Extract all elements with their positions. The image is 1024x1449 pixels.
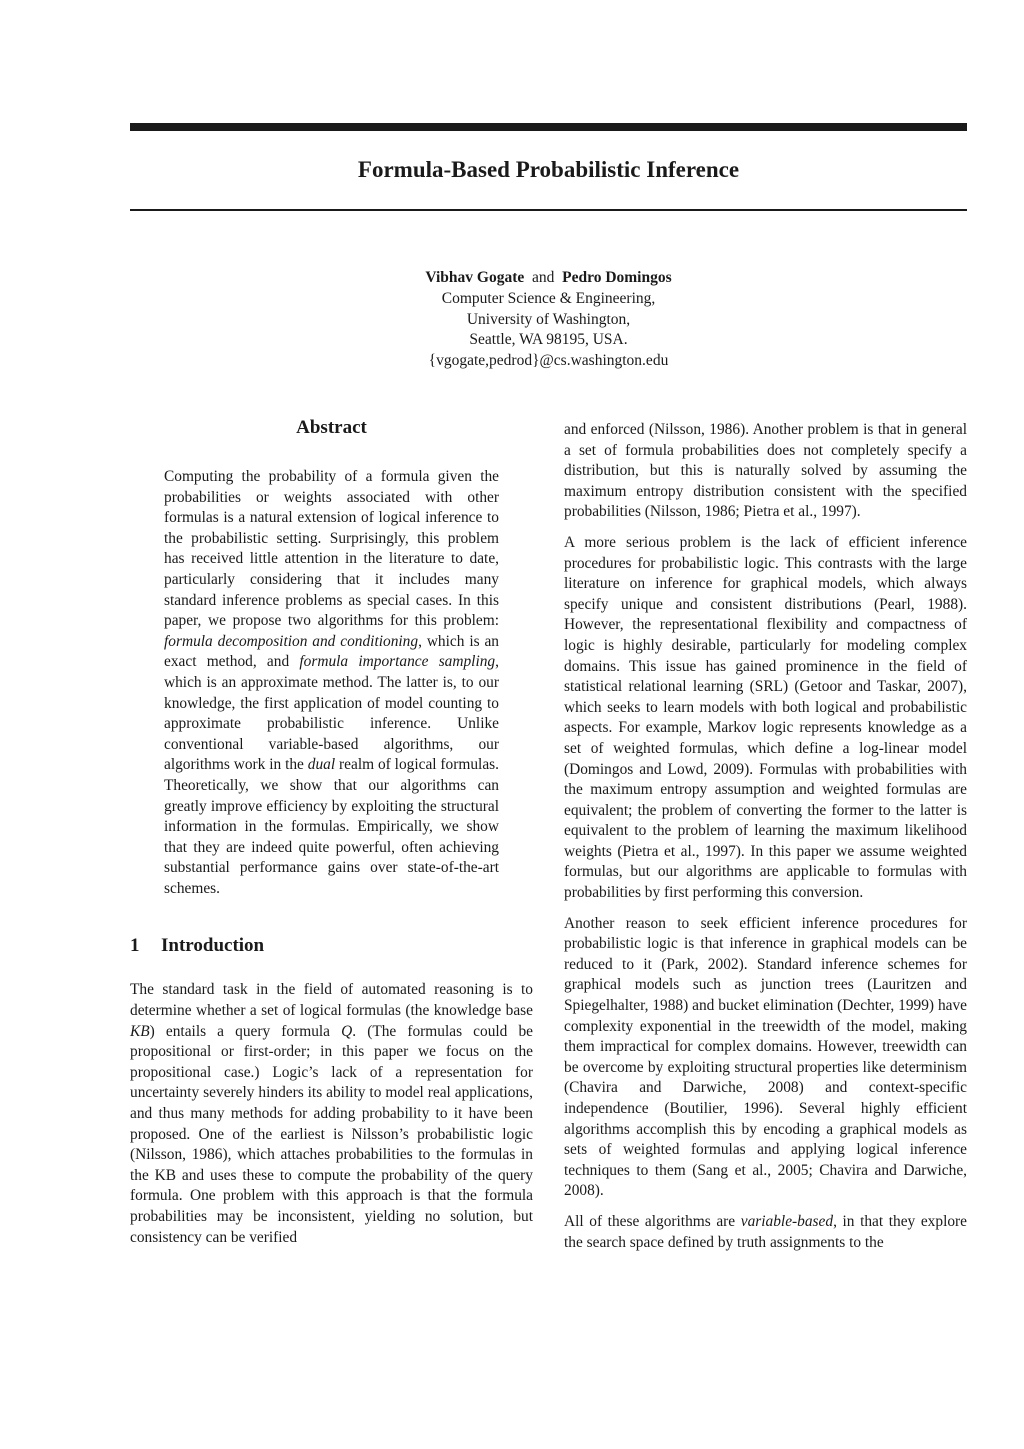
author-name: Pedro Domingos [562, 269, 672, 286]
paper-title: Formula-Based Probabilistic Inference [357, 157, 740, 182]
left-column [130, 414, 533, 1248]
section-heading-introduction [130, 932, 533, 960]
author-name: Vibhav Gogate [425, 269, 525, 286]
body-paragraph: All of these algorithms are variable-based, in that they explore the search space defined by truth assignments to the [564, 1212, 968, 1251]
author-email: {vgogate,pedrod}@cs.washington.edu [428, 352, 669, 370]
author-line [130, 268, 967, 289]
introduction-paragraph: The standard task in the field of automated reasoning is to determine whether a set of logical formulas (the knowledge base KB) entails a query formula Q. (The formulas could be propositional or first-order; in this paper we focus on the propositional case.) Logic’s lack of a representation for uncertainty severely hinders its ability to model real applications, and thus many methods for adding probability to it have been proposed. One of the earliest is Nilsson’s probabilistic logic (Nilsson, 1986), which attaches probabilities to the formulas in the KB and uses these to compute the probability of the query formula. One problem with this approach is that the formula probabilities may be inconsistent, yielding no solution, but consistency can be verified [130, 981, 533, 1246]
affiliation-line: Seattle, WA 98195, USA. [469, 331, 628, 349]
math-q: Q [341, 1022, 353, 1040]
author-block [130, 268, 967, 372]
author-connector: and [531, 269, 555, 286]
section-number: 1 [130, 935, 140, 957]
body-paragraph: A more serious problem is the lack of efficient inference procedures for probabilistic logic. This contrasts with the large literature on inference for graphical models, which always specify unique and consistent distributions (Pearl, 1988). However, the representational flexibility and compactness of logic is highly desirable, particularly for modeling complex domains. This issue has gained prominence in the field of statistical relational learning (SRL) (Getoor and Taskar, 2007), which seeks to learn models with both logical and probabilistic aspects. For example, Markov logic represents knowledge as a set of weighted formulas, which define a log-linear model (Domingos and Lowd, 2009). Formulas with probabilities with the maximum entropy assumption and weighted formulas are equivalent; the problem of converting the former to the latter is equivalent to the problem of learning the maximum likelihood weights (Pietra et al., 1997). In this paper we assume weighted formulas, but our algorithms are applicable to formulas with probabilities by first performing this conversion. [564, 533, 967, 902]
body-paragraph: and enforced (Nilsson, 1986). Another problem is that in general a set of formula probabilities does not completely specify a distribution, but this is naturally solved by assuming the maximum entropy distribution consistent with the specified probabilities (Nilsson, 1986; Pietra et al., 1997). [564, 421, 967, 521]
right-column [564, 420, 967, 1253]
math-kb: KB [130, 1022, 150, 1040]
abstract-heading: Abstract [296, 417, 367, 438]
top-rule [130, 123, 967, 131]
affiliation-line: Computer Science & Engineering, [441, 289, 656, 307]
abstract-body: Computing the probability of a formula given the probabilities or weights associated with other formulas is a natural extension of logical inference to the probabilistic setting. Surprisingly, this problem has received little attention in the literature to date, particularly considering that it includes many standard inference problems as special cases. In this paper, we propose two algorithms for this problem: formula decomposition and conditioning, which is an exact method, and formula importance sampling, which is an approximate method. The latter is, to our knowledge, the first application of model counting to approximate probabilistic inference. Unlike conventional variable-based algorithms, our algorithms work in the dual realm of logical formulas. Theoretically, we show that our algorithms can greatly improve efficiency by exploiting the structural information in the formulas. Empirically, we show that they are indeed quite powerful, often achieving substantial performance gains over state-of-the-art schemes. [164, 468, 499, 897]
affiliation-line: University of Washington, [466, 310, 631, 328]
title-rule [130, 209, 967, 211]
section-title: Introduction [161, 935, 265, 957]
body-paragraph: Another reason to seek efficient inference procedures for probabilistic logic is that inference in graphical models can be reduced to it (Park, 2002). Standard inference schemes for graphical models such as junction trees (Lauritzen and Spiegelhalter, 1988) and bucket elimination (Dechter, 1999) have complexity exponential in the treewidth of the model, making them impractical for complex domains. However, treewidth can be overcome by exploiting structural properties like determinism (Chavira and Darwiche, 2008) and context-specific independence (Boutilier, 1996). Several highly efficient algorithms accomplish this by encoding a graphical models as sets of weighted formulas and applying logical inference techniques to them (Sang et al., 2005; Chavira and Darwiche, 2008). [564, 914, 967, 1200]
